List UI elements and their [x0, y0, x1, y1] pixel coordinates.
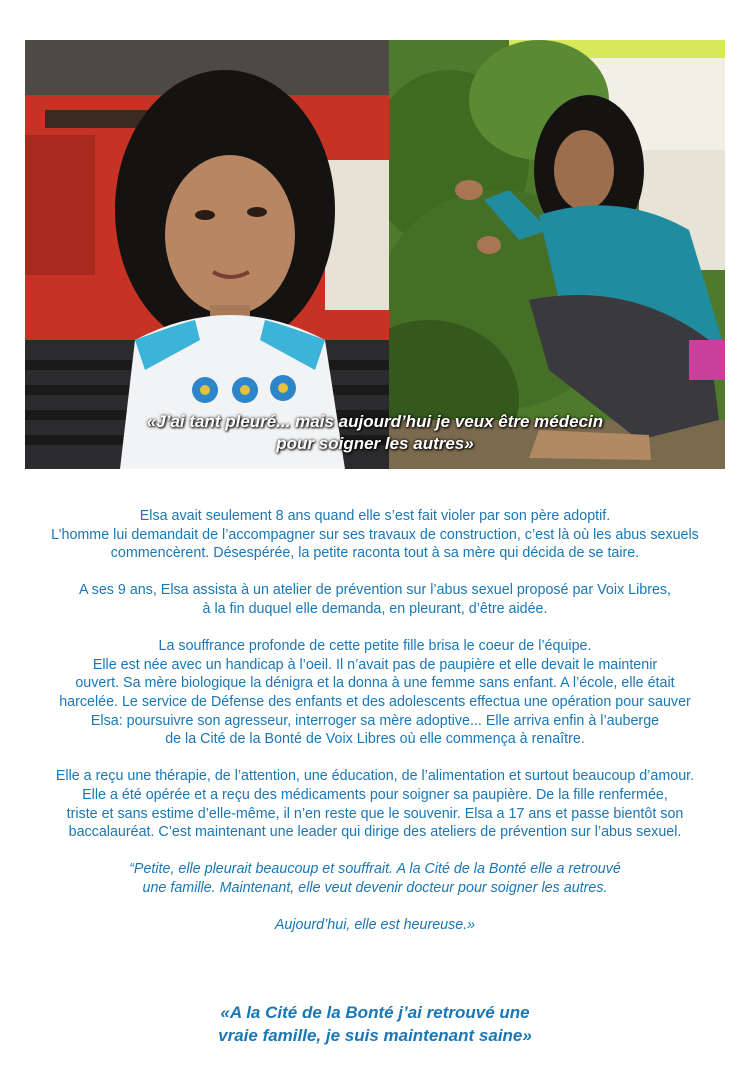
story-line: L’homme lui demandait de l’accompagner sur ses travaux de construction, c’est là où les abus sexuels [51, 526, 699, 543]
story-line: Elsa: poursuivre son agresseur, interroger sa mère adoptive... Elle arriva enfin à l’auberge [90, 712, 660, 729]
closing-quote-line-1: «A la Cité de la Bonté j’ai retrouvé une [220, 1003, 530, 1022]
story-paragraph-4 [0, 767, 750, 841]
story-quote-line: une famille. Maintenant, elle veut devenir docteur pour soigner les autres. [142, 879, 608, 896]
story-line: A ses 9 ans, Elsa assista à un atelier de prévention sur l’abus sexuel proposé par Voix Libres, [78, 582, 672, 599]
photo-caption-line-2: pour soigner les autres» [276, 434, 474, 453]
story-line: harcelée. Le service de Défense des enfants et des adolescents effectua une opération pour sauver [59, 693, 691, 710]
story-line: commencèrent. Désespérée, la petite raconta tout à sa mère qui décida de se taire. [110, 545, 640, 562]
story-line: La souffrance profonde de cette petite fille brisa le coeur de l’équipe. [158, 638, 592, 655]
story-paragraph-2 [0, 581, 750, 618]
photo-caption-line-1: «J’ai tant pleuré... mais aujourd’hui je veux être médecin [146, 412, 604, 431]
story-quote-end-line: Aujourd’hui, elle est heureuse.» [274, 917, 476, 934]
story-line: baccalauréat. C’est maintenant une leader qui dirige des ateliers de prévention sur l’abus sexuel. [68, 824, 682, 841]
closing-quote [0, 1001, 750, 1047]
photo-caption [25, 411, 725, 455]
story-line: ouvert. Sa mère biologique la dénigra et la donna à une femme sans enfant. A l’école, elle était [75, 675, 675, 692]
closing-quote-line-2: vraie famille, je suis maintenant saine» [218, 1026, 532, 1045]
story-paragraph-3 [0, 637, 750, 749]
photo-girl-teen [389, 40, 725, 469]
story-line: Elsa avait seulement 8 ans quand elle s’est fait violer par son père adoptif. [139, 508, 611, 524]
story-line: Elle a été opérée et a reçu des médicaments pour soigner sa paupière. De la fille renfermée, [82, 786, 668, 803]
story-line: triste et sans estime d’elle-même, il n’en reste que le souvenir. Elsa a 17 ans et passe bientôt son [66, 805, 684, 822]
story-line: à la fin duquel elle demanda, en pleurant, d’être aidée. [202, 600, 548, 617]
photo-girl-child [25, 40, 389, 469]
photo-girl-child-image [25, 40, 389, 469]
story-line: de la Cité de la Bonté de Voix Libres où elle commença à renaître. [165, 731, 585, 748]
photo-strip [25, 40, 725, 469]
story-quote-line: “Petite, elle pleurait beaucoup et souffrait. A la Cité de la Bonté elle a retrouvé [129, 861, 621, 878]
story-text [0, 507, 750, 953]
story-line: Elle est née avec un handicap à l’oeil. Il n’avait pas de paupière et elle devait le maintenir [92, 656, 658, 673]
story-quote-end [0, 916, 750, 935]
photo-girl-teen-image [389, 40, 725, 469]
story-line: Elle a reçu une thérapie, de l’attention, une éducation, de l’alimentation et surtout beaucoup d’amour. [55, 768, 695, 785]
story-quote [0, 860, 750, 897]
story-paragraph-1 [0, 507, 750, 563]
